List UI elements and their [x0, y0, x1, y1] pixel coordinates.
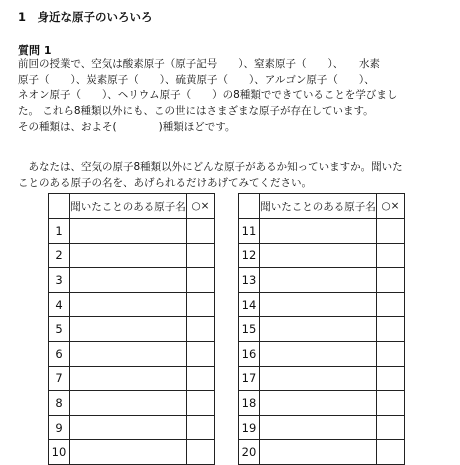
atom-name-column-header: 聞いたことのある原子名 — [70, 194, 187, 219]
row-number: 16 — [239, 341, 260, 366]
mark-cell[interactable] — [377, 366, 405, 391]
table-row — [49, 440, 215, 465]
question-line: た。 これら8種類以外にも、この世にはさまざまな原子が存在しています。 — [18, 105, 374, 118]
row-number: 18 — [239, 391, 260, 416]
atom-name-cell[interactable] — [70, 219, 187, 244]
row-number: 19 — [239, 415, 260, 440]
question-line: 前回の授業で、空気は酸素原子（原子記号 ）、窒素原子（ ）、 水素 — [18, 58, 381, 70]
row-number: 2 — [49, 243, 70, 268]
table-row — [239, 366, 405, 391]
table-row — [49, 268, 215, 293]
mark-column-header: ○× — [377, 194, 405, 219]
section-title: 1 身近な原子のいろいろ — [18, 10, 153, 24]
question-line: 原子（ ）、炭素原子（ ）、硫黄原子（ ）、アルゴン原子（ ）、 — [18, 73, 375, 86]
table-row — [239, 268, 405, 293]
mark-cell[interactable] — [187, 317, 215, 342]
mark-cell[interactable] — [377, 415, 405, 440]
row-number: 20 — [239, 440, 260, 465]
row-number: 1 — [49, 219, 70, 244]
mark-cell[interactable] — [187, 341, 215, 366]
answer-table-right — [238, 193, 405, 465]
prompt-line: あなたは、空気の原子8種類以外にどんな原子があるか知っていますか。聞いた — [18, 161, 403, 173]
table-row — [239, 243, 405, 268]
mark-cell[interactable] — [377, 268, 405, 293]
atom-name-cell[interactable] — [70, 292, 187, 317]
atom-name-cell[interactable] — [260, 415, 377, 440]
row-number: 15 — [239, 317, 260, 342]
question-heading: 質問 1 — [18, 44, 52, 57]
row-number: 17 — [239, 366, 260, 391]
table-row — [239, 219, 405, 244]
row-number: 6 — [49, 341, 70, 366]
question-line: ネオン原子（ ）、ヘリウム原子（ ）の8種類でできていることを学びまし — [18, 89, 398, 102]
mark-cell[interactable] — [187, 268, 215, 293]
row-number: 10 — [49, 440, 70, 465]
table-row — [49, 391, 215, 416]
row-number: 5 — [49, 317, 70, 342]
mark-cell[interactable] — [187, 366, 215, 391]
table-row — [239, 391, 405, 416]
atom-name-cell[interactable] — [260, 219, 377, 244]
row-number: 14 — [239, 292, 260, 317]
mark-cell[interactable] — [377, 243, 405, 268]
mark-cell[interactable] — [187, 440, 215, 465]
atom-name-cell[interactable] — [260, 366, 377, 391]
table-row — [49, 366, 215, 391]
mark-cell[interactable] — [377, 391, 405, 416]
atom-name-cell[interactable] — [260, 317, 377, 342]
atom-name-cell[interactable] — [260, 243, 377, 268]
atom-name-cell[interactable] — [70, 440, 187, 465]
mark-cell[interactable] — [187, 243, 215, 268]
atom-name-cell[interactable] — [260, 292, 377, 317]
mark-cell[interactable] — [187, 219, 215, 244]
table-row — [49, 317, 215, 342]
table-header-row — [239, 194, 405, 219]
row-number: 3 — [49, 268, 70, 293]
atom-name-cell[interactable] — [70, 341, 187, 366]
table-row — [239, 440, 405, 465]
table-row — [239, 341, 405, 366]
question-line: その種類は、およそ( )種類ほどです。 — [18, 120, 236, 133]
table-row — [49, 415, 215, 440]
row-number: 8 — [49, 391, 70, 416]
row-number: 13 — [239, 268, 260, 293]
table-row — [239, 415, 405, 440]
atom-name-cell[interactable] — [70, 268, 187, 293]
question-text — [18, 57, 397, 136]
number-column-header — [239, 194, 260, 219]
table-row — [239, 292, 405, 317]
mark-cell[interactable] — [377, 219, 405, 244]
mark-cell[interactable] — [377, 317, 405, 342]
mark-cell[interactable] — [187, 415, 215, 440]
atom-name-column-header: 聞いたことのある原子名 — [260, 194, 377, 219]
table-row — [49, 341, 215, 366]
answer-table-left — [48, 193, 215, 465]
table-header-row — [49, 194, 215, 219]
mark-column-header: ○× — [187, 194, 215, 219]
atom-name-cell[interactable] — [260, 341, 377, 366]
mark-cell[interactable] — [377, 292, 405, 317]
table-row — [49, 243, 215, 268]
mark-cell[interactable] — [377, 341, 405, 366]
atom-name-cell[interactable] — [70, 366, 187, 391]
number-column-header — [49, 194, 70, 219]
mark-cell[interactable] — [377, 440, 405, 465]
prompt-text — [18, 160, 403, 191]
atom-name-cell[interactable] — [70, 243, 187, 268]
row-number: 11 — [239, 219, 260, 244]
table-row — [49, 292, 215, 317]
table-row — [49, 219, 215, 244]
atom-name-cell[interactable] — [70, 317, 187, 342]
mark-cell[interactable] — [187, 292, 215, 317]
row-number: 7 — [49, 366, 70, 391]
atom-name-cell[interactable] — [260, 268, 377, 293]
row-number: 12 — [239, 243, 260, 268]
atom-name-cell[interactable] — [70, 415, 187, 440]
row-number: 9 — [49, 415, 70, 440]
prompt-line: ことのある原子の名を、あげられるだけあげてみてください。 — [18, 176, 312, 189]
mark-cell[interactable] — [187, 391, 215, 416]
atom-name-cell[interactable] — [70, 391, 187, 416]
atom-name-cell[interactable] — [260, 391, 377, 416]
table-row — [239, 317, 405, 342]
row-number: 4 — [49, 292, 70, 317]
atom-name-cell[interactable] — [260, 440, 377, 465]
